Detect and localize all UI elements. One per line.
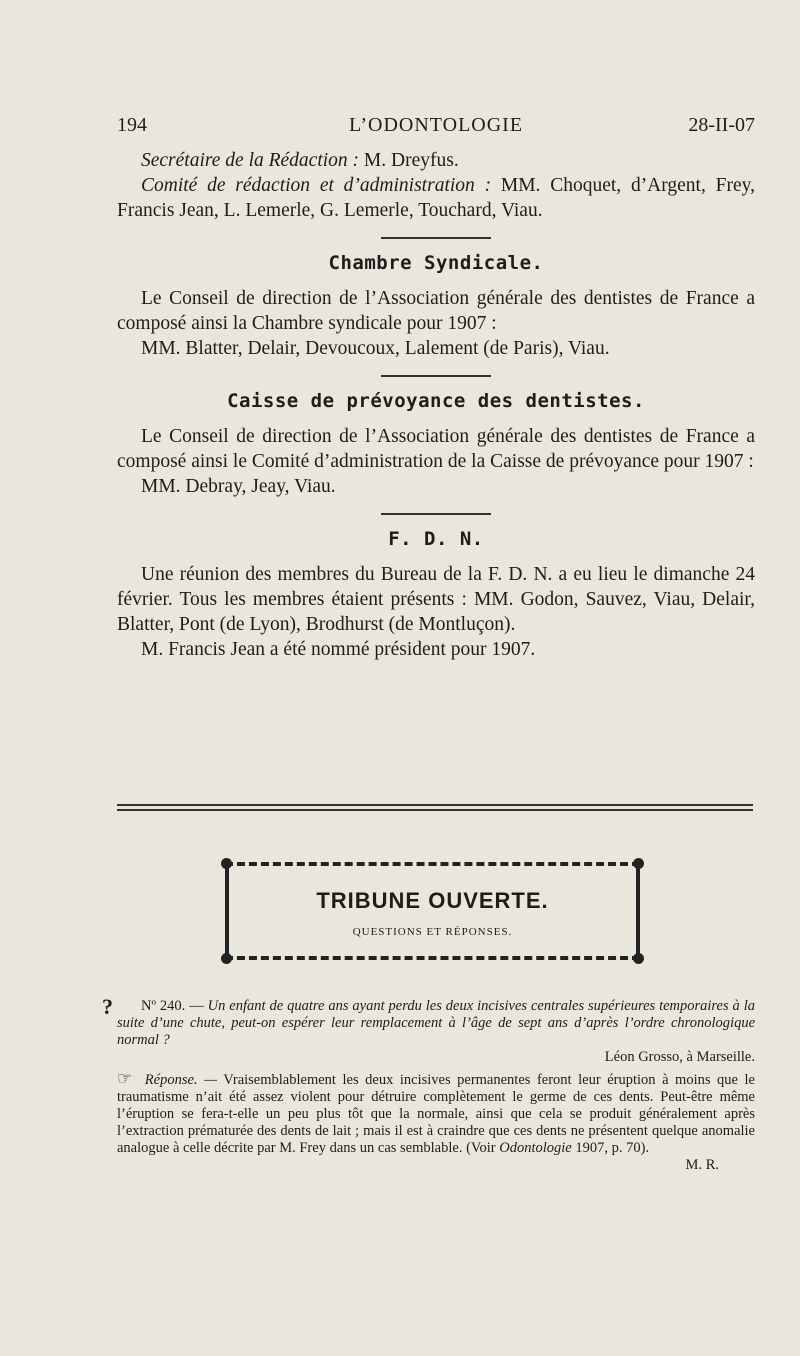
chambre-paragraph: Le Conseil de direction de l’Association générale des dentistes de France a composé ainsi la Chambre syndicale pour 1907 :	[117, 288, 755, 334]
corner-dot-icon	[221, 953, 232, 964]
question-text	[117, 998, 755, 1049]
fdn-president: M. Francis Jean a été nommé président pour 1907.	[141, 639, 536, 660]
chambre-members: MM. Blatter, Delair, Devoucoux, Lalement (de Paris), Viau.	[141, 338, 610, 359]
corner-dot-icon	[633, 858, 644, 869]
fdn-paragraph: Une réunion des membres du Bureau de la F. D. N. a eu lieu le dimanche 24 février. Tous les membres étaient présents : MM. Godon, Sauvez, Viau, Delair, Blatter, Pont (de Lyon), Brodhurst (de Montluçon).	[117, 564, 755, 635]
question-mark-icon: ?	[102, 994, 113, 1019]
committee-line	[117, 173, 755, 223]
section-divider	[381, 237, 491, 239]
answer-body: Vraisemblablement les deux incisives permanentes feront leur éruption à moins que le traumatisme n’ait été assez violent pour détruire complètement le germe de ces dents. Peut-être même l’éruption se fera-t-elle un peu plus tôt que la normale, ainsi que cela se produit généralement après l’extraction prématurée des dents de lait ; mais il est à craindre que ces dents ne présentent quelque anomalie analogue à celle décrite par M. Frey dans un cas semblable. (Voir	[117, 1072, 755, 1156]
page-number: 194	[117, 114, 147, 136]
question-signature: Léon Grosso, à Marseille.	[604, 1049, 755, 1065]
answer-signature: M. R.	[685, 1157, 719, 1173]
running-header	[117, 114, 755, 144]
committee-names: MM. Choquet, d’Argent, Frey, Francis Jean, L. Lemerle, G. Lemerle, Touchard, Viau.	[117, 175, 755, 221]
question-answer	[102, 994, 755, 1174]
tribune-box	[225, 862, 640, 960]
secretary-label: Secrétaire de la Rédaction :	[141, 150, 360, 171]
pointing-hand-icon: ☞	[117, 1069, 133, 1088]
secretary-line	[117, 148, 755, 173]
question-block	[102, 994, 755, 1066]
section-title-chambre: Chambre Syndicale.	[328, 252, 544, 274]
journal-title: L’ODONTOLOGIE	[348, 114, 524, 136]
section-title-fdn: F. D. N.	[388, 528, 484, 550]
double-rule	[117, 804, 753, 814]
answer-label: Réponse. —	[144, 1072, 217, 1088]
corner-dot-icon	[221, 858, 232, 869]
secretary-name: M. Dreyfus.	[363, 150, 459, 171]
tribune-subtitle: QUESTIONS ET RÉPONSES.	[352, 926, 513, 938]
caisse-members: MM. Debray, Jeay, Viau.	[141, 476, 336, 497]
question-number: Nº 240. —	[141, 998, 204, 1014]
caisse-paragraph: Le Conseil de direction de l’Association générale des dentistes de France a composé ainsi le Comité d’administration de la Caisse de prévoyance pour 1907 :	[117, 426, 755, 472]
tribune-title: TRIBUNE OUVERTE.	[316, 888, 549, 913]
section-divider	[381, 513, 491, 515]
committee-label: Comité de rédaction et d’administration :	[141, 175, 492, 196]
answer-text	[117, 1070, 755, 1157]
issue-date: 28-II-07	[688, 114, 755, 136]
corner-dot-icon	[633, 953, 644, 964]
answer-ref-detail: 1907, p. 70).	[575, 1140, 650, 1156]
question-body: Un enfant de quatre ans ayant perdu les deux incisives centrales supérieures temporaires à la suite d’une chute, peut-on espérer leur remplacement à l’âge de sept ans d’après l’ordre chronologique normal ?	[117, 998, 755, 1048]
section-divider	[381, 375, 491, 377]
section-title-caisse: Caisse de prévoyance des dentistes.	[227, 390, 645, 412]
article-body	[117, 148, 755, 662]
answer-ref-journal: Odontologie	[499, 1140, 572, 1156]
